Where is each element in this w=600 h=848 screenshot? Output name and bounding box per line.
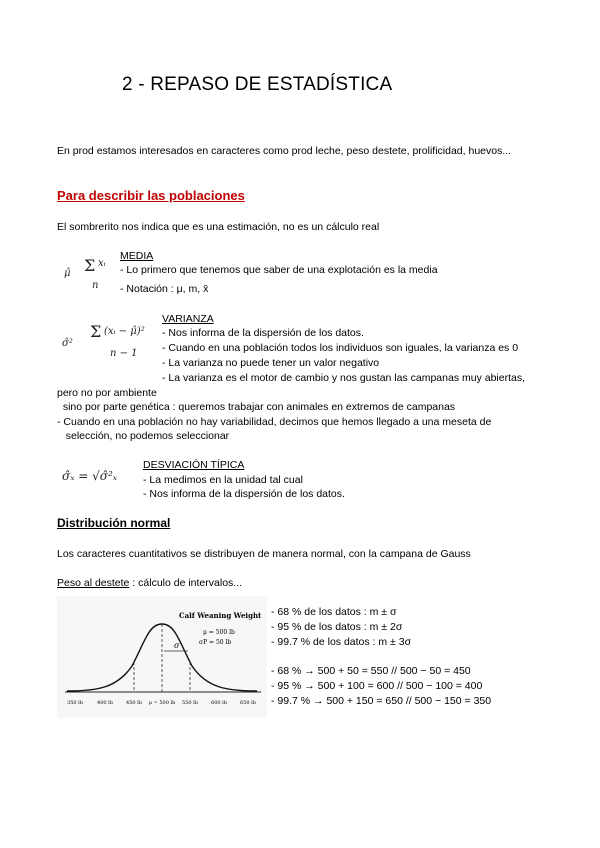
calc-68: - 68 % → 500 + 50 = 550 // 500 − 50 = 450 xyxy=(271,665,471,677)
varianza-cont-3: - Cuando en una población no hay variabilidad, decimos que hemos llegado a una meseta de xyxy=(57,416,492,428)
varianza-line-3: - La varianza no puede tener un valor negativo xyxy=(162,357,380,369)
media-line-1: - Lo primero que tenemos que saber de una explotación es la media xyxy=(120,264,438,276)
tick-label: 650 lb xyxy=(240,700,256,706)
media-label: MEDIA xyxy=(120,250,154,262)
media-formula xyxy=(60,250,116,294)
media-formula-sum: Σ xyxy=(84,256,96,275)
varianza-cont-2: sino por parte genética : queremos trabajar con animales en extremos de campanas xyxy=(57,401,456,413)
varianza-line-4: - La varianza es el motor de cambio y nos gustan las campanas muy abiertas, xyxy=(162,372,526,384)
media-formula-lhs: μ̂ xyxy=(64,268,71,279)
media-line-2: - Notación : μ, m, x̄ xyxy=(120,283,209,295)
desviacion-formula: σ̂ₓ = √σ̂²ₓ xyxy=(62,469,118,483)
interval-997: - 99.7 % de los datos : m ± 3σ xyxy=(271,636,412,648)
desviacion-line-1: - La medimos en la unidad tal cual xyxy=(143,474,303,486)
peso-rest: : cálculo de intervalos... xyxy=(129,577,243,589)
varianza-formula-sum: Σ xyxy=(90,322,102,341)
varianza-formula-lhs: σ̂² xyxy=(62,338,73,349)
section-heading-normal: Distribución normal xyxy=(57,516,171,530)
media-formula-den: n xyxy=(92,280,99,291)
interval-95: - 95 % de los datos : m ± 2σ xyxy=(271,621,403,633)
figure-mu: μ = 500 lb xyxy=(203,629,235,636)
peso-line xyxy=(57,577,242,590)
tick-label: 550 lb xyxy=(182,700,198,706)
interval-68: - 68 % de los datos : m ± σ xyxy=(271,606,397,618)
media-formula-num: xᵢ xyxy=(98,258,106,269)
varianza-line-2: - Cuando en una población todos los individuos son iguales, la varianza es 0 xyxy=(162,342,519,354)
estimation-note: El sombrerito nos indica que es una estimación, no es un cálculo real xyxy=(57,221,380,233)
varianza-formula-num: (xᵢ − μ̂)² xyxy=(104,326,145,337)
desviacion-line-2: - Nos informa de la dispersión de los datos. xyxy=(143,488,345,500)
varianza-cont-4: selección, no podemos seleccionar xyxy=(57,430,230,442)
tick-label: 400 lb xyxy=(97,700,113,706)
varianza-line-1: - Nos informa de la dispersión de los datos. xyxy=(162,327,364,339)
bell-curve-figure xyxy=(57,596,267,718)
tick-label: 600 lb xyxy=(211,700,227,706)
varianza-label: VARIANZA xyxy=(162,313,214,325)
calc-997: - 99.7 % → 500 + 150 = 650 // 500 − 150 = 350 xyxy=(271,695,492,707)
varianza-formula-den: n − 1 xyxy=(110,348,138,359)
sigma-symbol: σ xyxy=(174,641,180,650)
desviacion-label: DESVIACIÓN TÍPICA xyxy=(143,459,245,471)
normal-text: Los caracteres cuantitativos se distribuyen de manera normal, con la campana de Gauss xyxy=(57,548,471,560)
figure-sigma: σP = 50 lb xyxy=(199,639,232,646)
section-heading-poblaciones: Para describir las poblaciones xyxy=(57,188,245,203)
tick-label: 450 lb xyxy=(126,700,142,706)
varianza-cont-1: pero no por ambiente xyxy=(57,387,157,399)
tick-label: 350 lb xyxy=(67,700,83,706)
varianza-formula xyxy=(58,318,158,362)
calc-95: - 95 % → 500 + 100 = 600 // 500 − 100 = 400 xyxy=(271,680,483,692)
bell-curve-svg xyxy=(57,596,267,718)
page-title: 2 - REPASO DE ESTADÍSTICA xyxy=(122,74,393,95)
intro-text: En prod estamos interesados en caracteres como prod leche, peso destete, prolificidad, huevos... xyxy=(57,145,512,157)
figure-title: Calf Weaning Weight xyxy=(179,611,262,620)
tick-label: μ = 500 lb xyxy=(148,700,176,706)
peso-label: Peso al destete xyxy=(57,577,130,589)
